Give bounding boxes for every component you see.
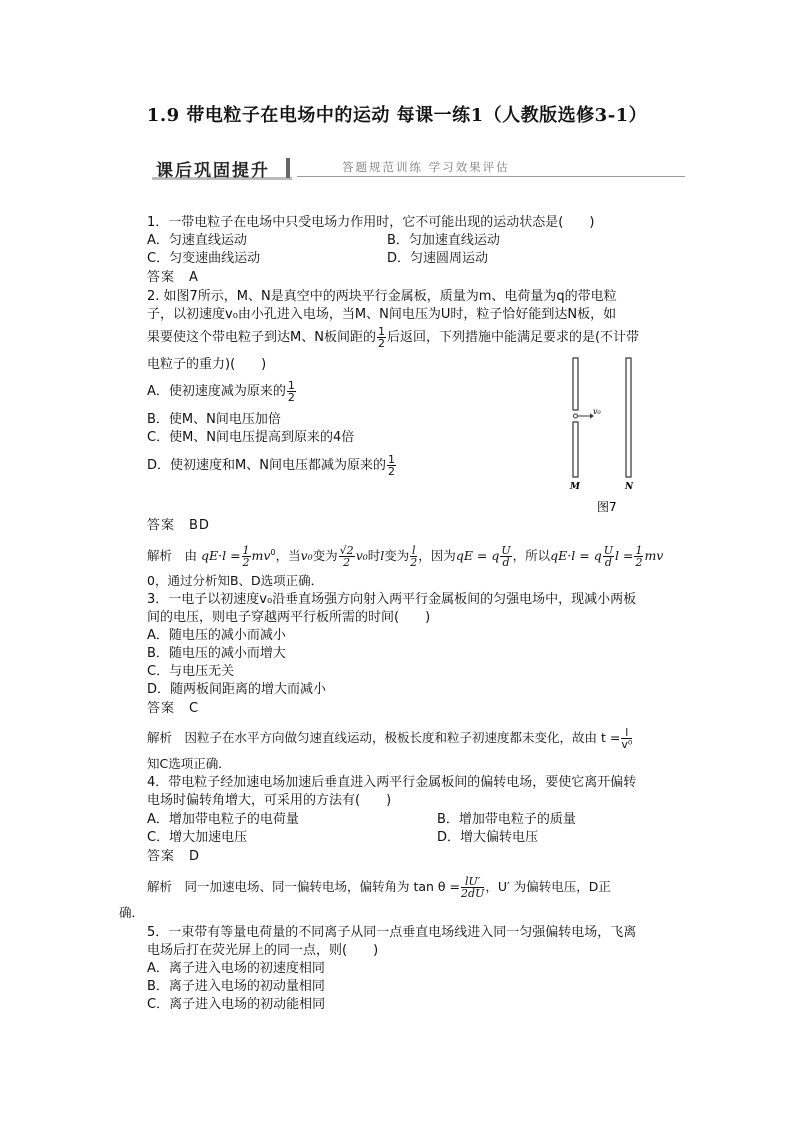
label-v0: v₀ (593, 407, 601, 416)
q2-line1: 2. 如图7所示，M、N是真空中的两块平行金属板，质量为m、电荷量为q的带电粒 (147, 289, 617, 304)
parallel-plates-diagram (563, 355, 653, 515)
q4-explanation-line2: 确． (119, 905, 145, 920)
q1-answer: 答案 A (147, 270, 199, 285)
q3-answer: 答案 C (147, 701, 200, 716)
q1-options-row2 (147, 250, 489, 268)
fraction-half: $\frac{1}{2}$ (387, 453, 395, 478)
plate-n (626, 358, 631, 477)
q2-answer: 答案 BD (147, 518, 210, 533)
q3-option-b: B．随电压的减小而增大 (147, 646, 286, 661)
q5-option-c: C．离子进入电场的初动能相同 (147, 997, 326, 1012)
q5-line2: 电场后打在荧光屏上的同一点，则( ) (147, 943, 379, 958)
q3-option-c: C．与电压无关 (147, 664, 235, 679)
entry-hole (574, 414, 578, 418)
q5-line1: 5．一束带有等量电荷量的不同离子从同一点垂直电场线进入同一匀强偏转电场，飞离 (147, 925, 637, 940)
q2-line4: 电粒子的重力)( ) (147, 357, 267, 372)
page-title: 1.9 带电粒子在电场中的运动 每课一练1（人教版选修3-1） (146, 105, 648, 126)
q5-option-a: A．离子进入电场的初速度相同 (147, 961, 325, 976)
banner-rule (297, 176, 685, 177)
q4-options-row2: C．增大加速电压 D．增大偏转电压 (147, 830, 539, 845)
q4-line2: 电场时偏转角增大，可采用的方法有( ) (147, 793, 392, 808)
q2-option-d: D．使初速度和M、N间电压都减为原来的 $\frac{1}{2}$ (147, 453, 395, 478)
q2-explanation-line1: 解析 由 qE·l = $\frac{1}{2}$ $mv^0$，当v₀变为 $\frac{√2}{2}$ v₀时l变为 $\frac{l}{2}$ ，因为qE = q $\frac{U}{d}$ ，所以qE·l = q $\frac{U}{d}$ l = $\frac{1}{2}$ mv (147, 544, 664, 570)
label-m: M (570, 482, 580, 492)
q2-line2: 子，以初速度v₀由小孔进入电场，当M、N间电压为U时，粒子恰好能到达N板，如 (147, 307, 617, 322)
q3-explanation-line2: 知C选项正确． (147, 756, 231, 771)
plate-m-lower (573, 422, 578, 477)
q3-option-d: D．随两板间距离的增大而减小 (147, 682, 327, 697)
q3-explanation-line1: 解析 因粒子在水平方向做匀速直线运动，极板长度和粒子初速度都未变化，故由 t = $\frac{l}{\text{v⁰}}$ (147, 726, 633, 751)
q2-explanation-line2: 0，通过分析知B、D选项正确． (147, 573, 324, 588)
banner-heading: 课后巩固提升 (156, 161, 270, 181)
q2-option-b: B．使M、N间电压加倍 (147, 412, 281, 427)
q1-option-b: B．匀加速直线运动 (387, 233, 500, 248)
label-n: N (625, 482, 634, 492)
plate-m-upper (573, 358, 578, 410)
q4-explanation-line1: 解析 同一加速电场、同一偏转电场，偏转角为 tan θ = $\frac{lU'}{2dU}$ ，U′ 为偏转电压，D正 (147, 875, 611, 900)
q4-options-row1: A．增加带电粒子的电荷量 B．增加带电粒子的质量 (147, 812, 576, 827)
fraction-half: $\frac{1}{2}$ (287, 379, 295, 404)
q3-line1: 3．一电子以初速度v₀沿垂直场强方向射入两平行金属板间的匀强电场中，现减小两板 (147, 592, 637, 607)
q4-line1: 4．带电粒子经加速电场加速后垂直进入两平行金属板间的偏转电场，要使它离开偏转 (147, 775, 637, 790)
q1-stem: 1．一带电粒子在电场中只受电场力作用时，它不可能出现的运动状态是( ) (147, 215, 595, 230)
section-banner (152, 156, 685, 182)
q1-option-c: C．匀变速曲线运动 (147, 251, 261, 266)
q2-line3: 果要使这个带电粒子到达M、N板间距的 $\frac{1}{2}$ 后返回，下列措施中能满足要求的是(不计带 (147, 325, 640, 350)
q1-option-d: D．匀速圆周运动 (387, 251, 489, 266)
q3-line2: 间的电压，则电子穿越两平行板所需的时间( ) (147, 610, 431, 625)
fraction-half: $\frac{1}{2}$ (377, 325, 385, 350)
q3-option-a: A．随电压的减小而减小 (147, 628, 286, 643)
q2-option-c: C．使M、N间电压提高到原来的4倍 (147, 430, 355, 445)
q1-option-a: A．匀速直线运动 (147, 233, 247, 248)
q4-answer: 答案 D (147, 849, 201, 864)
q2-option-a: A．使初速度减为原来的 $\frac{1}{2}$ (147, 379, 295, 404)
banner-divider (286, 158, 290, 178)
banner-subtitle: 答题规范训练 学习效果评估 (342, 160, 510, 174)
q1-options-row1 (147, 232, 500, 250)
figure-caption: 图7 (597, 500, 617, 514)
q5-option-b: B．离子进入电场的初动量相同 (147, 979, 325, 994)
figure-7 (563, 355, 653, 515)
